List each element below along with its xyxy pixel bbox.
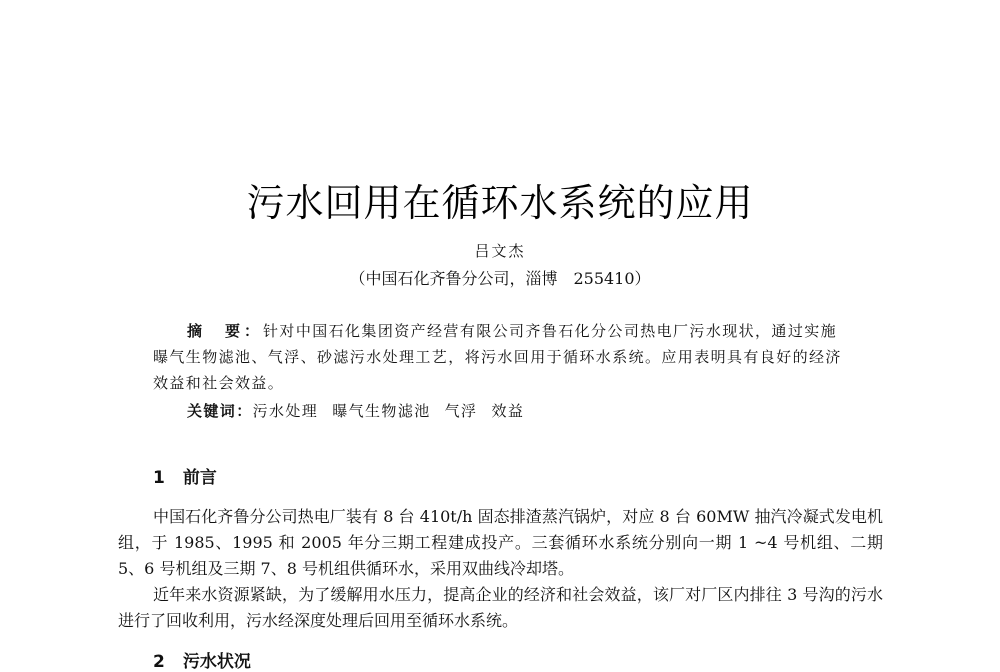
keyword: 气浮 <box>444 402 478 420</box>
keyword: 污水处理 <box>252 402 319 420</box>
body-paragraph: 中国石化齐鲁分公司热电厂装有 8 台 410t/h 固态排渣蒸汽锅炉，对应 8 台 60MW 抽汽冷凝式发电机组，于 1985、1995 和 2005 年分三期工程建成投产。三套循环水系统分别向一期 1 ~4 号机组、二期 5、6 号机组及三期 7、8 号机组供循环水，采用双曲线冷却塔。 <box>118 507 883 578</box>
section-title: 前言 <box>182 468 217 488</box>
paper-title: 污水回用在循环水系统的应用 <box>246 181 754 225</box>
section-title: 污水状况 <box>182 652 251 672</box>
section-heading-wastewater-status <box>153 647 251 672</box>
abstract-text: 针对中国石化集团资产经营有限公司齐鲁石化分公司热电厂污水现状，通过实施曝气生物滤池、气浮、砂滤污水处理工艺，将污水回用于循环水系统。应用表明具有良好的经济效益和社会效益。 <box>153 322 842 392</box>
section-heading-introduction <box>153 463 217 488</box>
body-paragraph: 近年来水资源紧缺，为了缓解用水压力，提高企业的经济和社会效益，该厂对厂区内排往 3 号沟的污水进行了回收利用，污水经深度处理后回用至循环水系统。 <box>118 585 883 630</box>
author-affiliation: （中国石化齐鲁分公司，淄博 255410） <box>349 269 651 288</box>
section-number: 2 <box>153 652 165 672</box>
keywords <box>187 400 538 421</box>
author-name: 吕文杰 <box>474 242 526 260</box>
keyword: 曝气生物滤池 <box>332 402 431 420</box>
keywords-label: 关键词： <box>187 402 253 420</box>
abstract-label: 摘 要： <box>187 322 264 340</box>
keyword: 效益 <box>491 402 525 420</box>
section-number: 1 <box>153 468 165 488</box>
abstract <box>153 318 843 396</box>
